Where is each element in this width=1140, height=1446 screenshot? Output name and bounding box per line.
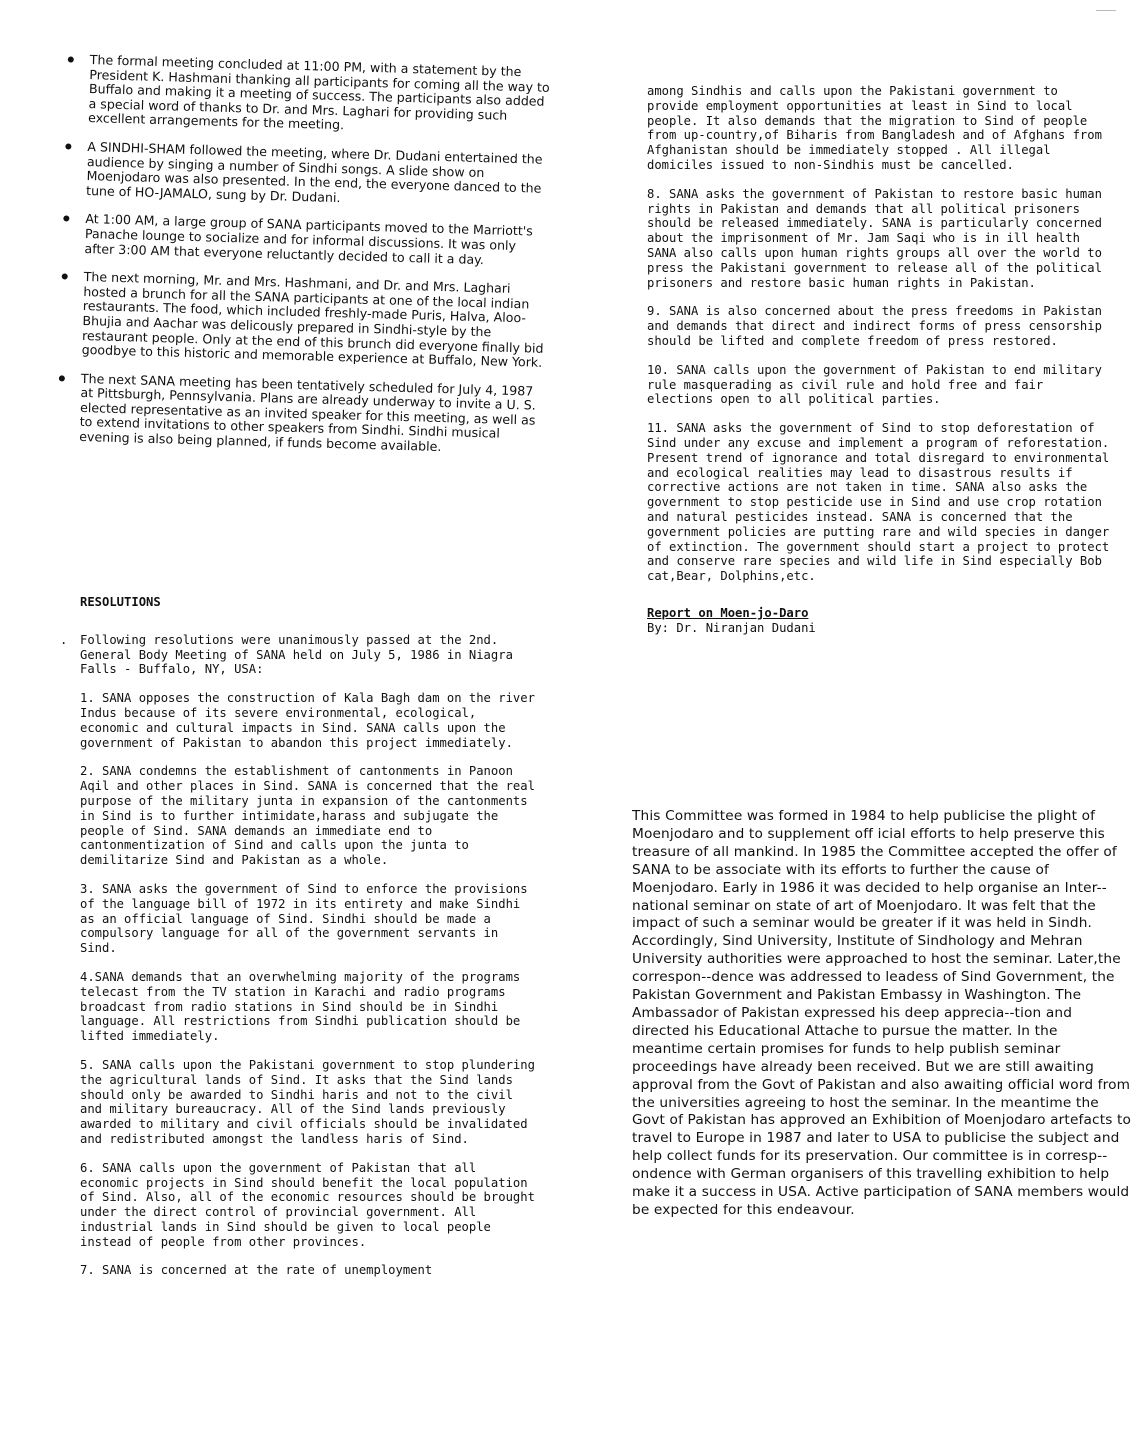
bullet-dot-icon	[62, 273, 68, 279]
bullet-text: At 1:00 AM, a large group of SANA participants moved to the Marriott's Panache lounge to socialize and for informal discussions. It was only after 3:00 AM that everyone reluctantly decided to call it a day.	[84, 211, 533, 267]
bullet-text: A SINDHI-SHAM followed the meeting, where Dr. Dudani entertained the audience by singing a number of Sindhi songs. A slide show on Moenjodaro was also presented. In the end, the everyone danced to the tune of HO-JAMALO, sung by Dr. Dudani.	[85, 138, 543, 205]
intro-text: Following resolutions were unanimously passed at the 2nd. General Body Meeting of SANA held on July 5, 1986 in Niagra Falls - Buffalo, NY, USA:	[80, 632, 513, 677]
intro-mark: .	[60, 632, 68, 647]
bullet-dot-icon	[59, 375, 65, 381]
resolution-item: 8. SANA asks the government of Pakistan to restore basic human rights in Pakistan and demands that all political prisoners should be released immediately. SANA is particularly concerned about the imprisonment of Mr. Jam Saqi who is in ill health SANA also calls upon human rights groups all over the world to press the Pakistani government to release all of the political prisoners and restore basic human rights in Pakistan.	[647, 186, 1102, 290]
resolution-continuation: among Sindhis and calls upon the Pakistani government to provide employment opportunities at least in Sind to local people. It also demands that the migration to Sind of people from up-country,of Biharis from Bangladesh and of Afghans from Afghanistan should be immediately stopped . All illegal domiciles issued to non-Sindhis must be cancelled.	[647, 84, 1102, 172]
resolution-item: 7. SANA is concerned at the rate of unemployment	[80, 1263, 433, 1278]
bullet-dot-icon	[63, 216, 69, 222]
resolutions-section	[60, 595, 542, 1292]
bullet-item	[48, 139, 549, 211]
bullet-item	[43, 269, 545, 370]
right-column	[647, 84, 1113, 664]
bullet-text: The next SANA meeting has been tentatively scheduled for July 4, 1987 at Pittsburgh, Pennsylvania. Plans are already underway to invite a U. S. elected representative as an invited speaker for this meeting, as well as to extend invitations to other speakers from Sindhi. Sindhi musical evening is also being planned, if funds become available.	[79, 370, 536, 455]
resolution-item: 4.SANA demands that an overwhelming majority of the programs telecast from the TV station in Karachi and radio programs broadcast from radio stations in Sind should be in Sindhi language. All restrictions from Sindhi publication should be lifted immediately.	[80, 969, 521, 1044]
scan-mark	[1096, 10, 1116, 11]
resolution-item: 10. SANA calls upon the government of Pakistan to end military rule masquerading as civil rule and hold free and fair elections open to all political parties.	[647, 362, 1102, 407]
report-title: Report on Moen-jo-Daro	[647, 605, 809, 620]
bullet-item	[41, 371, 543, 458]
resolution-item: 11. SANA asks the government of Sind to stop deforestation of Sind under any excuse and implement a program of reforestation. Present trend of ignorance and total disregard to environmental and ecological realities may lead to disastrous results if corrective actions are not taken in time. SANA also asks the government to stop pesticide use in Sind and use crop rotation and natural pesticides instead. SANA is concerned that the government policies are putting rare and wild species in danger of extinction. The government should start a project to protect and conserve rare species and wild life in Sind especially Bob cat,Bear, Dolphins,etc.	[647, 421, 1110, 584]
resolution-item: 5. SANA calls upon the Pakistani government to stop plundering the agricultural lands of Sind. It asks that the Sind lands should only be awarded to Sindhi haris and not to the civil and military bureaucracy. All of the Sind lands previously awarded to military and civil officials should be invalidated and redistributed amongst the landless haris of Sind.	[80, 1057, 535, 1146]
bullet-text: The formal meeting concluded at 11:00 PM, with a statement by the President K. Hashmani thanking all participants for coming all the way to Buffalo and making it a meeting of success. The participants also added a special word of thanks to Dr. and Mrs. Laghari for providing such excellent arrangements for the meeting.	[87, 52, 550, 133]
bullet-dot-icon	[68, 56, 74, 62]
resolution-item: 9. SANA is also concerned about the press freedoms in Pakistan and demands that direct and indirect forms of press censorship should be lifted and complete freedom of press restored.	[647, 304, 1102, 348]
bullet-item	[46, 211, 547, 269]
report-body: This Committee was formed in 1984 to help publicise the plight of Moenjodaro and to supplement off icial efforts to help preserve this treasure of all mankind. In 1985 the Committee accepted the offer of SANA to be associate with its efforts to further the cause of Moenjodaro. Early in 1986 it was decided to help organise an Inter--national seminar on state of art of Moenjodaro. It was felt that the impact of such a seminar would be greater if it was held in Sindh. Accordingly, Sind University, Institute of Sindhology and Mehran University authorities were approached to host the seminar. Later,the correspon--dence was addressed to leadess of Sind Government, the Pakistan Government and Pakistan Embassy in Washington. The Ambassador of Pakistan expressed his deep apprecia--tion and directed his Educational Attache to pursue the matter. In the meantime certain promises for funds to help publish seminar proceedings have already been received. But we are still awaiting approval from the Govt of Pakistan and also awaiting official word from the universities agreeing to host the seminar. In the meantime the Govt of Pakistan has approved an Exhibition of Moenjodaro artefacts to travel to Europe in 1987 and later to USA to publicise the subject and help collect funds for its preservation. Our committee is in corresp--ondence with German organisers of this travelling exhibition to help make it a success in USA. Active participation of SANA members would be expected for this endeavour.	[632, 808, 1132, 1218]
resolution-item: 3. SANA asks the government of Sind to enforce the provisions of the language bill of 1972 in its entirety and make Sindhi as an official language of Sind. Sindhi should be made a compulsory language for all of the government servants in Sind.	[80, 881, 528, 956]
bullet-text: The next morning, Mr. and Mrs. Hashmani, and Dr. and Mrs. Laghari hosted a brunch for all the SANA participants at one of the local indian restaurants. The food, which included freshly-made Puris, Halva, Aloo-Bhujia and Aachar was delicously prepared in Sindhi-style by the restaurant people. Only at the end of this brunch did everyone finally bid goodbye to this historic and memorable experience at Buffalo, New York.	[81, 269, 544, 370]
event-bullet-list	[41, 52, 552, 471]
report-byline: By: Dr. Niranjan Dudani	[647, 620, 816, 635]
bullet-dot-icon	[65, 143, 71, 149]
resolution-item: 2. SANA condemns the establishment of cantonments in Panoon Aqil and other places in Sind. SANA is concerned that the real purpose of the military junta in expansion of the cantonments in Sind is to further intimidate,harass and subjugate the people of Sind. SANA demands an immediate end to cantonmentization of Sind and calls upon the junta to demilitarize Sind and Pakistan as a whole.	[80, 764, 535, 868]
resolution-item: 1. SANA opposes the construction of Kala Bagh dam on the river Indus because of its severe environmental, ecological, economic and cultural impacts in Sind. SANA calls upon the government of Pakistan to abandon this project immediately.	[80, 691, 535, 750]
resolution-item: 6. SANA calls upon the government of Pakistan that all economic projects in Sind should benefit the local population of Sind. Also, all of the economic resources should be brought under the direct control of provincial government. All industrial lands in Sind should be given to local people instead of people from other provinces.	[80, 1160, 535, 1249]
resolutions-heading: RESOLUTIONS	[80, 595, 161, 609]
bullet-item	[50, 52, 552, 139]
resolutions-intro	[60, 632, 542, 677]
